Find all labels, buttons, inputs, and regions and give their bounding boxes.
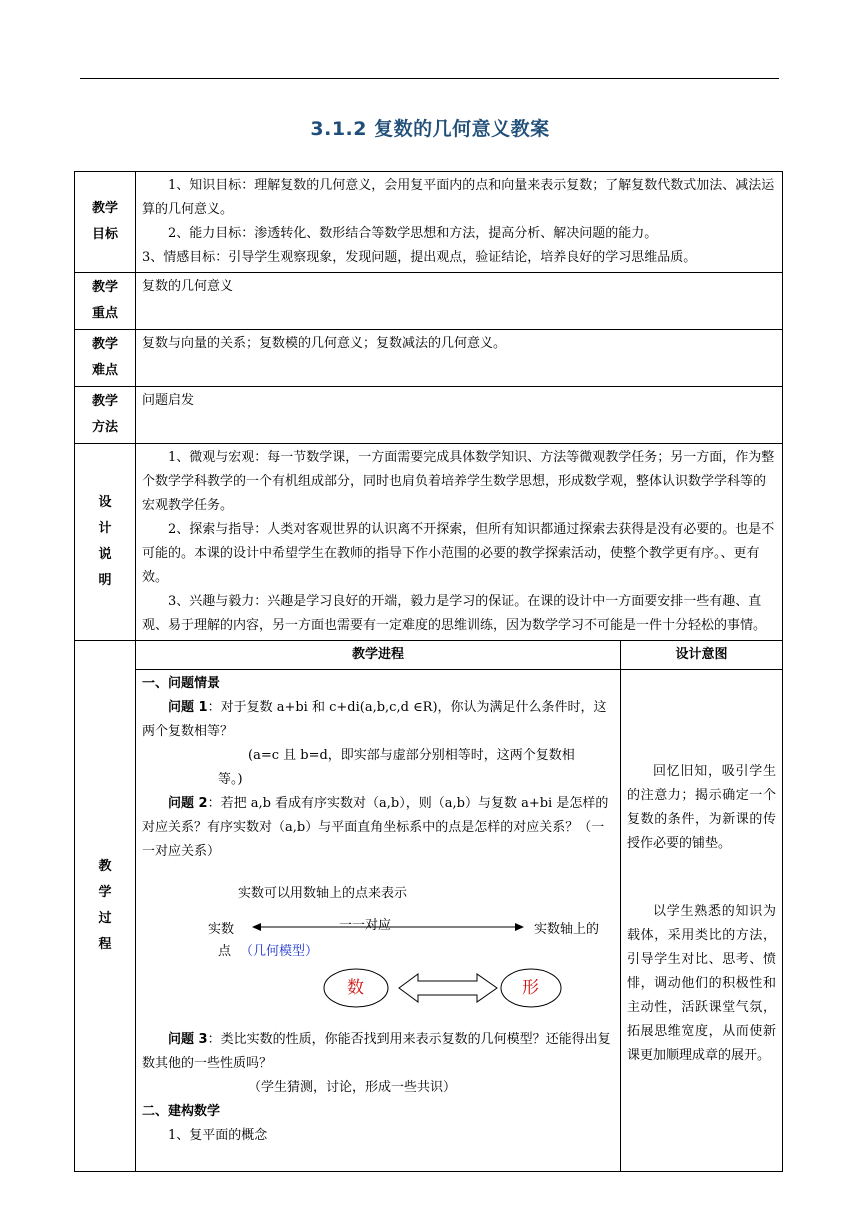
question-3: 问题 3：类比实数的性质，你能否找到用来表示复数的几何模型？还能得出复数其他的一些性质吗？	[142, 1032, 611, 1071]
method-content: 问题启发	[136, 387, 783, 444]
answer-3: （学生猜测，讨论，形成一些共识）	[248, 1080, 457, 1095]
row-difficulty	[75, 330, 783, 387]
teaching-goal-content	[136, 172, 783, 273]
row-method	[75, 387, 783, 444]
process-content	[136, 670, 621, 1172]
design-item: 1、微观与宏观：每一节数学课，一方面需要完成具体数学知识、方法等微观教学任务；另一方面，作为整个数学学科教学的一个有机组成部分，同时也肩负着培养学生数学思想，形成数学观，整体认识数学学科等的宏观教学任务。	[142, 450, 775, 513]
correspondence-diagram	[142, 864, 614, 998]
intent-paragraph: 回忆旧知，吸引学生的注意力；揭示确定一个复数的条件，为新课的传授作必要的铺垫。	[627, 764, 776, 851]
xing-label: 形	[522, 978, 539, 998]
col-header-intent: 设计意图	[621, 641, 783, 670]
row-process-body	[75, 670, 783, 1172]
diagram-model-label: （几何模型）	[240, 944, 319, 959]
row-process-header	[75, 641, 783, 670]
label-teaching-goal: 教学目标	[75, 172, 136, 273]
col-header-progress: 教学进程	[136, 641, 621, 670]
double-arrow-line	[252, 919, 524, 933]
question-1: 问题 1：对于复数 a+bi 和 c+di(a,b,c,d ∈R)，你认为满足什么条件时，这两个复数相等？	[142, 700, 607, 739]
diagram-caption: 实数可以用数轴上的点来表示	[238, 886, 408, 901]
page-title: 3.1.2 复数的几何意义教案	[310, 118, 550, 140]
diagram-middle-label: 一一对应	[339, 918, 392, 933]
lesson-plan-table	[74, 171, 783, 1172]
design-notes-content	[136, 444, 783, 641]
difficulty-content: 复数与向量的关系；复数模的几何意义；复数减法的几何意义。	[136, 330, 783, 387]
row-key-point	[75, 273, 783, 330]
label-difficulty: 教学难点	[75, 330, 136, 387]
diagram-point-label: 点	[218, 944, 232, 959]
goal-item: 3、情感目标：引导学生观察现象，发现问题，提出观点，验证结论，培养良好的学习思维品质。	[142, 250, 697, 265]
key-point-content: 复数的几何意义	[136, 273, 783, 330]
goal-item: 1、知识目标：理解复数的几何意义，会用复平面内的点和向量来表示复数；了解复数代数式加法、减法运算的几何意义。	[142, 178, 775, 217]
label-teaching-process: 教学过程	[75, 641, 136, 1172]
intent-content	[621, 670, 783, 1172]
label-method: 教学方法	[75, 387, 136, 444]
diagram-left-label: 实数	[208, 922, 235, 937]
section-heading: 一、问题情景	[142, 676, 221, 691]
row-teaching-goal	[75, 172, 783, 273]
section-heading: 二、建构数学	[142, 1104, 221, 1119]
shu-label: 数	[347, 978, 364, 998]
goal-item: 2、能力目标：渗透转化、数形结合等数学思想和方法，提高分析、解决问题的能力。	[168, 226, 658, 241]
diagram-right-label: 实数轴上的	[534, 922, 600, 937]
answer-1-line1: (a=c 且 b=d，即实部与虚部分别相等时，这两个复数相	[248, 748, 575, 763]
row-design-notes	[75, 444, 783, 641]
answer-1-line2: 等。)	[218, 772, 243, 787]
intent-paragraph: 以学生熟悉的知识为载体，采用类比的方法，引导学生对比、思考、愤悱，调动他们的积极性和主动性，活跃课堂气氛，拓展思维宽度，从而使新课更加顺理成章的展开。	[627, 904, 776, 1063]
subsection-heading: 1、复平面的概念	[168, 1128, 268, 1143]
design-item: 3、兴趣与毅力：兴趣是学习良好的开端，毅力是学习的保证。在课的设计中一方面要安排一些有趣、直观、易于理解的内容，另一方面也需要有一定难度的思维训练，因为数学学习不可能是一件十分轻松的事情。	[142, 594, 767, 633]
label-design-notes: 设计说明	[75, 444, 136, 641]
header-rule	[80, 78, 779, 79]
question-2: 问题 2：若把 a,b 看成有序实数对（a,b），则（a,b）与复数 a+bi 是怎样的对应关系？有序实数对（a,b）与平面直角坐标系中的点是怎样的对应关系？（一一对应关系）	[142, 796, 609, 859]
design-item: 2、探索与指导：人类对客观世界的认识离不开探索，但所有知识都通过探索去获得是没有必要的。也是不可能的。本课的设计中希望学生在教师的指导下作小范围的必要的教学探索活动，使整个教学更有序。、更有效。	[142, 522, 775, 585]
label-key-point: 教学重点	[75, 273, 136, 330]
